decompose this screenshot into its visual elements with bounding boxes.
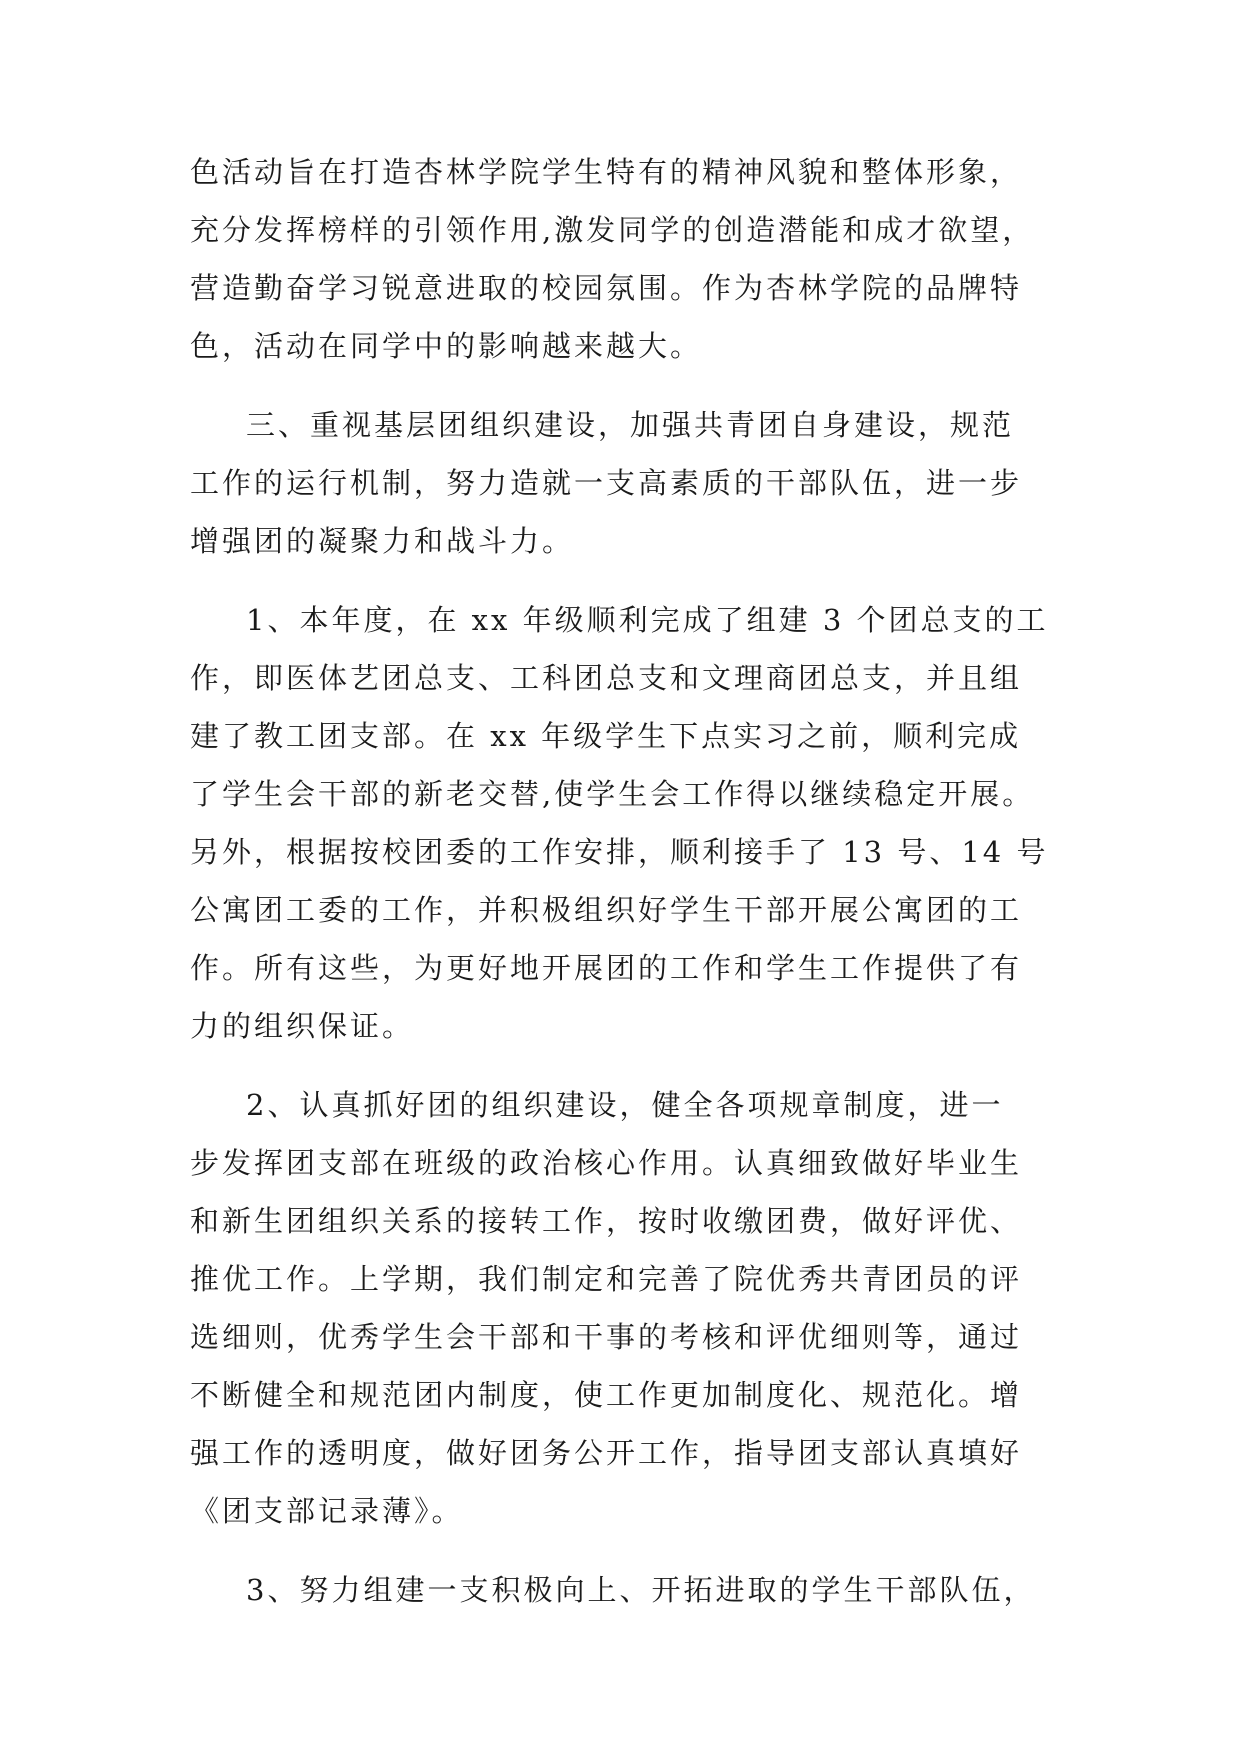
text-line: 充分发挥榜样的引领作用,激发同学的创造潜能和成才欲望， xyxy=(190,213,1035,247)
text-line: 公寓团工委的工作，并积极组织好学生干部开展公寓团的工 xyxy=(190,893,1023,927)
text-line: 1、本年度，在 xx 年级顺利完成了组建 3 个团总支的工 xyxy=(246,603,1049,637)
text-line: 另外，根据按校团委的工作安排，顺利接手了 13 号、14 号 xyxy=(190,835,1049,869)
text-line: 和新生团组织关系的接转工作，按时收缴团费，做好评优、 xyxy=(190,1204,1023,1238)
text-line: 2、认真抓好团的组织建设，健全各项规章制度，进一 xyxy=(246,1088,1004,1122)
text-line: 3、努力组建一支积极向上、开拓进取的学生干部队伍， xyxy=(246,1573,1036,1607)
text-line: 强工作的透明度，做好团务公开工作，指导团支部认真填好 xyxy=(190,1436,1023,1470)
section-heading-line: 三、重视基层团组织建设，加强共青团自身建设，规范 xyxy=(246,408,1015,442)
section-heading-line: 工作的运行机制，努力造就一支高素质的干部队伍，进一步 xyxy=(190,466,1023,500)
text-line: 推优工作。上学期，我们制定和完善了院优秀共青团员的评 xyxy=(190,1262,1023,1296)
text-line: 建了教工团支部。在 xx 年级学生下点实习之前，顺利完成 xyxy=(190,719,1022,753)
section-heading-line: 增强团的凝聚力和战斗力。 xyxy=(190,524,575,558)
text-line: 色活动旨在打造杏林学院学生特有的精神风貌和整体形象， xyxy=(190,155,1023,189)
text-line: 《团支部记录薄》。 xyxy=(190,1494,464,1528)
text-line: 力的组织保证。 xyxy=(190,1009,415,1043)
text-line: 步发挥团支部在班级的政治核心作用。认真细致做好毕业生 xyxy=(190,1146,1023,1180)
text-line: 作。所有这些，为更好地开展团的工作和学生工作提供了有 xyxy=(190,951,1023,985)
text-line: 了学生会干部的新老交替,使学生会工作得以继续稳定开展。 xyxy=(190,777,1035,811)
text-line: 作，即医体艺团总支、工科团总支和文理商团总支，并且组 xyxy=(190,661,1023,695)
text-line: 选细则，优秀学生会干部和干事的考核和评优细则等，通过 xyxy=(190,1320,1023,1354)
text-line: 营造勤奋学习锐意进取的校园氛围。作为杏林学院的品牌特 xyxy=(190,271,1023,305)
text-line: 色，活动在同学中的影响越来越大。 xyxy=(190,329,703,363)
text-line: 不断健全和规范团内制度，使工作更加制度化、规范化。增 xyxy=(190,1378,1023,1412)
